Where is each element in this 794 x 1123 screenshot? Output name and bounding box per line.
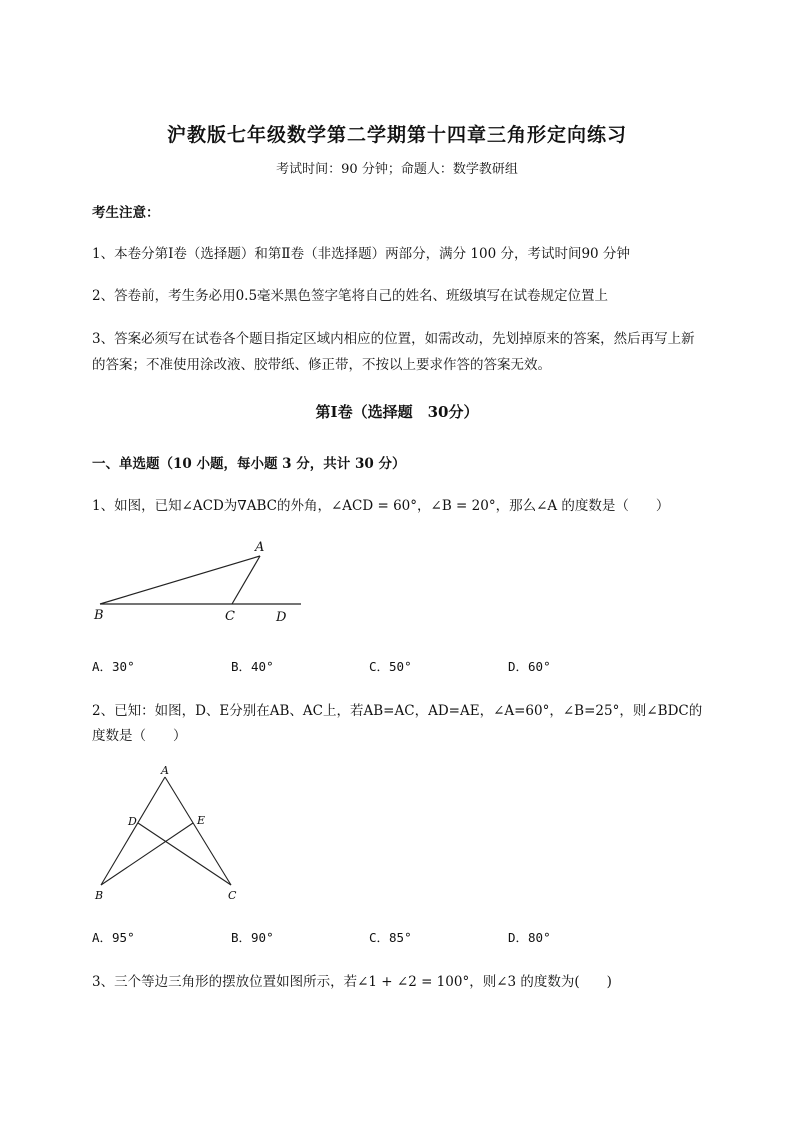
section-title: 第Ⅰ卷（选择题 30分） [315,403,479,421]
q1-option-c[interactable]: C．50° [369,659,412,674]
q1-label-c: C [225,609,235,624]
notice-item-3-cont: 的答案；不准使用涂改液、胶带纸、修正带，不按以上要求作答的答案无效。 [92,357,551,373]
q1-option-b[interactable]: B．40° [231,659,274,674]
q2-line-be [101,823,193,885]
q2-line-ab [101,777,165,885]
q1-label-a: A [255,540,265,555]
q2-label-e: E [197,814,206,827]
q2-label-a: A [161,764,169,777]
question-2-text-line1: 2、已知：如图，D、E分别在AB、AC上，若AB=AC，AD=AE，∠A=60°，∠B=25°，则∠BDC的 [92,703,703,719]
q2-line-dc [138,823,231,885]
notice-item-1: 1、本卷分第Ⅰ卷（选择题）和第Ⅱ卷（非选择题）两部分，满分 100 分，考试时间90 分钟 [92,246,630,262]
page-title: 沪教版七年级数学第二学期第十四章三角形定向练习 [166,124,627,146]
part-heading: 一、单选题（10 小题，每小题 3 分，共计 30 分） [92,456,406,472]
q1-option-d[interactable]: D．60° [508,659,551,674]
q2-option-b[interactable]: B．90° [231,930,274,945]
notice-item-2: 2、答卷前，考生务必用0.5毫米黑色签字笔将自己的姓名、班级填写在试卷规定位置上 [92,288,609,304]
question-1-text: 1、如图，已知∠ACD为∇ABC的外角，∠ACD = 60°，∠B = 20°，那么∠A 的度数是（ ） [92,498,670,514]
question-3-text: 3、三个等边三角形的摆放位置如图所示，若∠1 + ∠2 = 100°，则∠3 的度数为( ) [92,974,612,990]
q2-label-c: C [228,889,237,902]
notice-heading: 考生注意： [92,205,160,221]
q2-option-d[interactable]: D．80° [508,930,551,945]
q1-label-b: B [94,608,104,623]
q1-option-a[interactable]: A．30° [92,659,135,674]
q2-label-d: D [128,815,137,828]
exam-info: 考试时间：90 分钟；命题人：数学教研组 [276,162,518,177]
question-2-text-line2: 度数是（ ） [92,728,187,744]
q2-option-c[interactable]: C．85° [369,930,412,945]
q2-option-a[interactable]: A．95° [92,930,135,945]
q1-label-d: D [276,610,287,625]
notice-item-3: 3、答案必须写在试卷各个题目指定区域内相应的位置，如需改动，先划掉原来的答案，然后再写上新 [92,331,695,347]
q2-label-b: B [95,889,104,902]
q2-line-ac [165,777,231,885]
